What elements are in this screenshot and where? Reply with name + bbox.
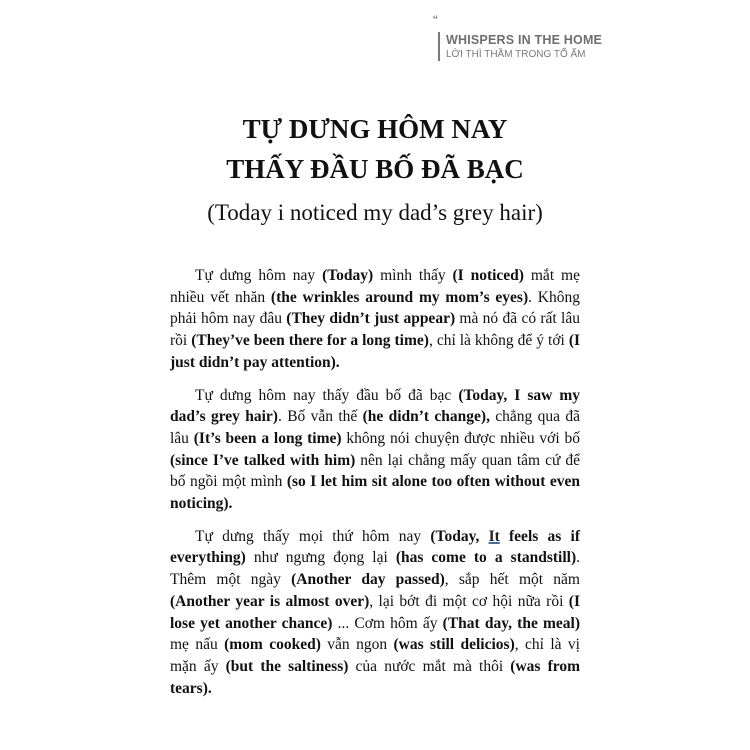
book-header bbox=[438, 32, 602, 61]
vietnamese-text: chẳng qua đã lâu bbox=[170, 408, 580, 447]
english-translation: (was still delicios) bbox=[393, 636, 515, 654]
english-translation: (Today, I saw my dad’s grey hair) bbox=[170, 386, 580, 426]
english-translation: (I noticed) bbox=[452, 267, 524, 284]
english-translation: (Today) bbox=[322, 267, 374, 284]
english-translation: (he didn’t change), bbox=[362, 408, 490, 426]
english-translation: (It’s been a long time) bbox=[193, 429, 342, 447]
vietnamese-text: vẫn ngon bbox=[320, 636, 394, 654]
english-translation: (Another year is almost over) bbox=[170, 592, 370, 610]
quote-mark-icon: “ bbox=[433, 12, 438, 28]
vietnamese-text: . Thêm một ngày bbox=[170, 549, 580, 589]
english-translation: (That day, the meal) bbox=[442, 614, 581, 632]
english-translation: (I just didn’t pay attention). bbox=[170, 332, 581, 371]
english-translation: (so I let him sit alone too often without even noticing). bbox=[170, 473, 580, 513]
article-title-english: (Today i noticed my dad’s grey hair) bbox=[207, 200, 543, 225]
vietnamese-text: ... Cơm hôm ấy bbox=[332, 614, 443, 632]
english-translation: (They didn’t just appear) bbox=[286, 310, 456, 328]
vietnamese-text: mẹ nấu bbox=[170, 636, 225, 654]
vietnamese-text: , chỉ là vị mặn ấy bbox=[170, 636, 580, 675]
english-translation: (has come to a standstill) bbox=[395, 549, 577, 567]
vietnamese-text: , sắp hết một năm bbox=[444, 571, 580, 589]
english-translation: (the wrinkles around my mom’s eyes) bbox=[270, 288, 529, 306]
vietnamese-text: . Bố vẫn thế bbox=[277, 408, 363, 426]
vietnamese-text: Tự dưng hôm nay bbox=[195, 267, 323, 284]
article-title-block bbox=[0, 109, 750, 231]
english-translation: (was from tears). bbox=[170, 657, 580, 697]
english-translation: (They’ve been there for a long time) bbox=[191, 332, 429, 350]
vietnamese-text: mà nó đã có rất lâu rồi bbox=[170, 310, 580, 350]
vietnamese-text: . Không phải hôm nay đâu bbox=[170, 288, 580, 328]
article-title-line-1: TỰ DƯNG HÔM NAY bbox=[242, 114, 508, 144]
english-translation: feels as if everything) bbox=[170, 527, 580, 567]
english-translation: (but the saltiness) bbox=[225, 657, 349, 675]
vietnamese-text: Tự dưng hôm nay thấy đầu bố đã bạc bbox=[195, 386, 459, 404]
highlighted-word: It bbox=[488, 527, 500, 545]
article-body bbox=[170, 265, 580, 710]
vietnamese-text: không nói chuyện được nhiều với bố bbox=[341, 429, 580, 447]
english-translation: (Another day passed) bbox=[291, 571, 445, 589]
english-translation: (Today, bbox=[430, 527, 489, 545]
vietnamese-text: , lại bớt đi một cơ hội nữa rồi bbox=[369, 592, 569, 610]
paragraph bbox=[170, 265, 580, 374]
vietnamese-text: mình thấy bbox=[373, 267, 453, 284]
paragraph bbox=[170, 526, 580, 700]
vietnamese-text: nên lại chẳng mấy quan tâm cứ để bố ngồi một mình bbox=[170, 451, 580, 491]
english-translation: (mom cooked) bbox=[224, 636, 321, 654]
article-title-line-2: THẤY ĐẦU BỐ ĐÃ BẠC bbox=[226, 154, 524, 184]
english-translation: (I lose yet another chance) bbox=[170, 592, 580, 632]
vietnamese-text: mắt mẹ nhiều vết nhăn bbox=[170, 267, 580, 306]
vietnamese-text: Tự dưng thấy mọi thứ hôm nay bbox=[195, 527, 431, 545]
english-translation: (since I’ve talked with him) bbox=[170, 451, 356, 469]
vietnamese-text: như ngưng đọng lại bbox=[245, 549, 396, 567]
vietnamese-text: của nước mắt mà thôi bbox=[348, 657, 511, 675]
paragraph bbox=[170, 385, 580, 515]
vietnamese-text: , chỉ là không để ý tới bbox=[428, 332, 569, 350]
header-subtitle: LỜI THÌ THẦM TRONG TỔ ẤM bbox=[446, 49, 586, 60]
header-title: WHISPERS IN THE HOME bbox=[446, 33, 603, 47]
